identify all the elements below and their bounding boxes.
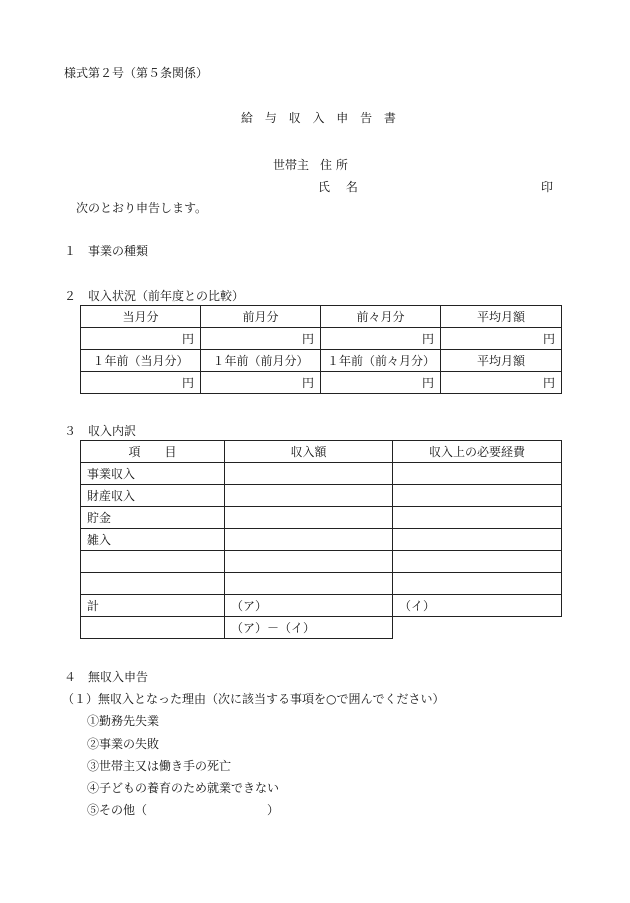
header-year-ago-two-months: １年前（前々月分）	[321, 350, 441, 372]
income-breakdown-table	[80, 440, 562, 639]
difference-cell[interactable]: （ア）－（イ）	[225, 617, 393, 639]
item-label: 事業収入	[81, 463, 225, 485]
yen-cell[interactable]: 円	[441, 328, 562, 350]
table-row	[81, 485, 562, 507]
header-year-ago-previous: １年前（前月分）	[201, 350, 321, 372]
name-label: 氏 名	[318, 180, 364, 194]
table-row	[81, 551, 562, 573]
income-amount-cell[interactable]	[225, 573, 393, 595]
yen-cell[interactable]: 円	[441, 372, 562, 394]
reason-item[interactable]: ①勤務先失業	[87, 714, 160, 728]
table-row	[81, 617, 562, 639]
header-monthly-average: 平均月額	[441, 306, 562, 328]
householder-label: 世帯主	[273, 158, 310, 172]
expense-cell[interactable]	[393, 463, 562, 485]
yen-cell[interactable]: 円	[201, 328, 321, 350]
income-amount-cell[interactable]	[225, 485, 393, 507]
item-label[interactable]	[81, 573, 225, 595]
reason-item[interactable]: ③世帯主又は働き手の死亡	[87, 759, 232, 773]
seal-mark: 印	[541, 180, 554, 194]
yen-cell[interactable]: 円	[321, 372, 441, 394]
header-previous-month: 前月分	[201, 306, 321, 328]
intro-text: 次のとおり申告します。	[76, 201, 208, 215]
reason-item[interactable]: ⑤その他（ ）	[87, 803, 280, 817]
header-item: 項 目	[81, 441, 225, 463]
header-necessary-expenses: 収入上の必要経費	[393, 441, 562, 463]
form-number: 様式第２号（第５条関係）	[64, 66, 209, 80]
table-row	[81, 573, 562, 595]
table-row	[81, 595, 562, 617]
reason-question: （１）無収入となった理由（次に該当する事項を○で囲んでください）	[62, 692, 445, 706]
yen-cell[interactable]: 円	[201, 372, 321, 394]
item-label: 雑入	[81, 529, 225, 551]
item-label[interactable]	[81, 551, 225, 573]
table-row	[81, 372, 562, 394]
header-year-ago-average: 平均月額	[441, 350, 562, 372]
income-amount-cell[interactable]	[225, 529, 393, 551]
table-row	[81, 306, 562, 328]
table-row	[81, 463, 562, 485]
expense-cell[interactable]	[393, 551, 562, 573]
total-label: 計	[81, 595, 225, 617]
section2-heading: ２ 収入状況（前年度との比較）	[64, 289, 245, 303]
page-title: 給 与 収 入 申 告 書	[241, 111, 400, 125]
header-income-amount: 収入額	[225, 441, 393, 463]
income-amount-cell[interactable]	[225, 551, 393, 573]
table-row	[81, 350, 562, 372]
reason-item[interactable]: ④子どもの養育のため就業できない	[87, 781, 280, 795]
yen-cell[interactable]: 円	[81, 372, 201, 394]
expense-cell[interactable]	[393, 485, 562, 507]
expense-cell[interactable]	[393, 507, 562, 529]
empty-area	[393, 617, 562, 639]
header-year-ago-current: １年前（当月分）	[81, 350, 201, 372]
table-row	[81, 507, 562, 529]
item-label: 財産収入	[81, 485, 225, 507]
reason-item[interactable]: ②事業の失敗	[87, 737, 160, 751]
yen-cell[interactable]: 円	[321, 328, 441, 350]
expense-cell[interactable]	[393, 529, 562, 551]
income-status-table	[80, 305, 562, 394]
expense-cell[interactable]	[393, 573, 562, 595]
table-row	[81, 441, 562, 463]
section4-heading: ４ 無収入申告	[64, 670, 149, 684]
yen-cell[interactable]: 円	[81, 328, 201, 350]
address-label: 住 所	[320, 158, 348, 172]
total-income-a[interactable]: （ア）	[225, 595, 393, 617]
table-row	[81, 529, 562, 551]
section1-heading: １ 事業の種類	[64, 244, 149, 258]
income-amount-cell[interactable]	[225, 463, 393, 485]
blank-cell	[81, 617, 225, 639]
header-current-month: 当月分	[81, 306, 201, 328]
income-amount-cell[interactable]	[225, 507, 393, 529]
table-row	[81, 328, 562, 350]
item-label: 貯金	[81, 507, 225, 529]
section3-heading: ３ 収入内訳	[64, 424, 137, 438]
total-expense-i[interactable]: （イ）	[393, 595, 562, 617]
header-two-months-ago: 前々月分	[321, 306, 441, 328]
